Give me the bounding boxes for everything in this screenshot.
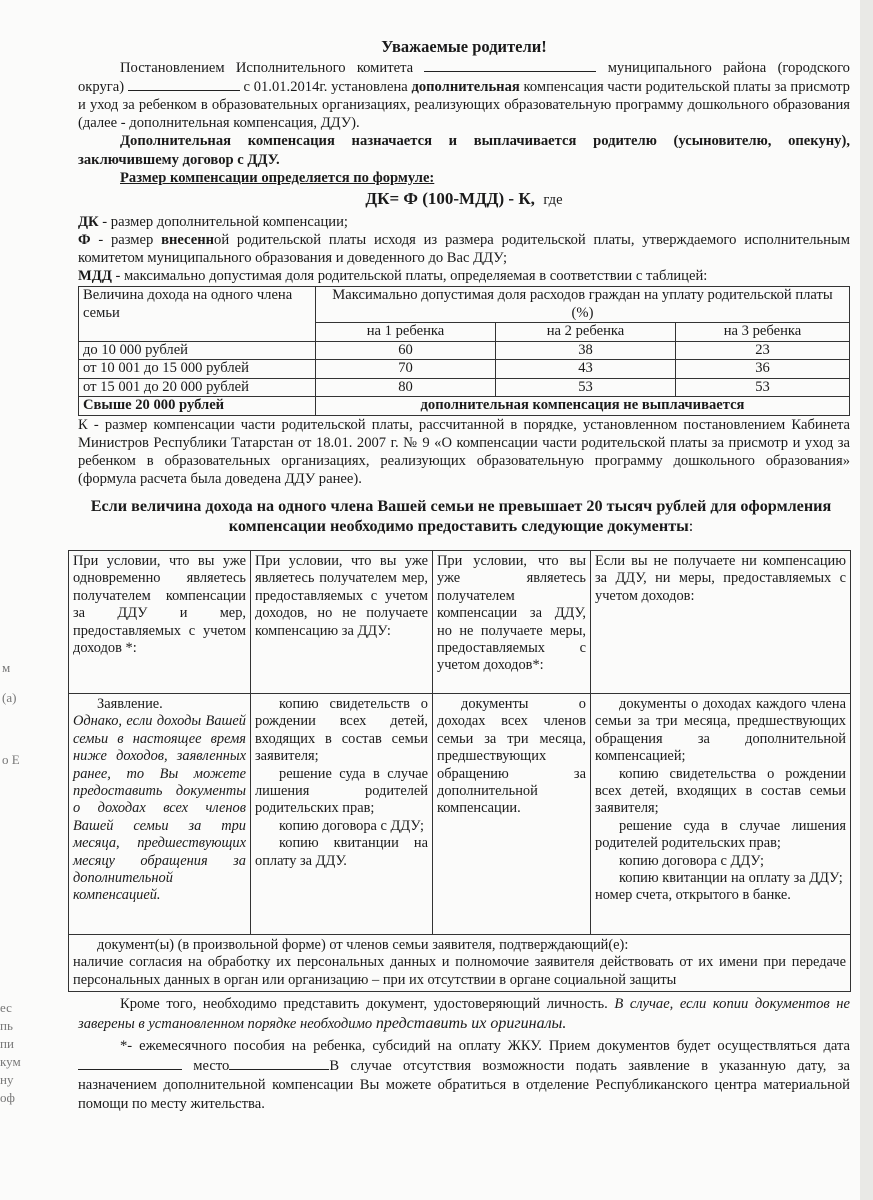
sub-header: на 1 ребенка: [316, 323, 496, 342]
margin-mark: м: [2, 660, 11, 675]
margin-mark: ес: [0, 1000, 12, 1015]
documents-cell-2: копию свидетельств о рождении всех детей, входящих в состав семьи заявителя; решение суда в случае лишения родителей родительских прав; копию договора с ДДУ; копию квитанции на оплату за ДДУ.: [251, 694, 433, 935]
closing-notes: [78, 995, 850, 1114]
table-row: от 10 001 до 15 000 рублей 70 43 36: [79, 360, 850, 379]
document-content: [73, 37, 850, 1114]
documents-table: [68, 550, 851, 992]
income-header: Величина дохода на одного члена семьи: [79, 287, 316, 342]
consent-cell: документ(ы) (в произвольной форме) от членов семьи заявителя, подтверждающий(е): наличие согласия на обработку их персональных данных и полномочие заявителя действовать от их имени при передаче персональных данных в орган или организацию – при их отсутствии в органе социальной защиты: [69, 935, 851, 992]
intro-paragraph: Постановлением Исполнительного комитета муниципального района (городского округа) с 01.01.2014г. установлена дополнительная компенсация части родительской платы за присмотр и уход за ребенком в образовательных организациях, реализующих образовательную программу дошкольного образования (далее - дополнительная компенсация, ДДУ).: [78, 60, 850, 132]
date-blank: [78, 1056, 182, 1070]
table-row: от 15 001 до 20 000 рублей 80 53 53: [79, 378, 850, 397]
formula-intro: Размер компенсации определяется по формуле:: [120, 169, 435, 186]
condition-cell: При условии, что вы уже являетесь получателем компенсации за ДДУ, но не получаете меры, предоставляемых с учетом доходов*:: [433, 551, 591, 694]
blank-field: [424, 58, 596, 72]
definition-k: К - размер компенсации части родительской платы, рассчитанной в порядке, установленном постановлением Кабинета Министров Республики Татарстан от 18.01. 2007 г. № 9 «О компенсации части родительской платы за присмотр и уход за ребенком в образовательных организациях, реализующих образовательную программу дошкольного образования» (формула расчета была доведена ДДУ ранее).: [78, 416, 850, 487]
margin-mark: (а): [2, 690, 17, 705]
footnote: *- ежемесячного пособия на ребенка, субсидий на оплату ЖКУ. Прием документов будет осуществляться дата место В случае отсутствия возможности подать заявление в указанную дату, за назначением дополнительной компенсации Вы можете обратиться в отделение Республиканского центра материальной помощи по месту жительства.: [78, 1038, 850, 1113]
place-blank: [229, 1056, 329, 1070]
documents-cell-4: документы о доходах каждого члена семьи за три месяца, предшествующих обращения за дополнительной компенсацией; копию свидетельства о рождении всех детей, входящих в состав семьи заявителя; решение суда в случае лишения родителей родительских прав; копию договора с ДДУ; копию квитанции на оплату за ДДУ; номер счета, открытого в банке.: [591, 694, 851, 935]
table-row: Свыше 20 000 рублей дополнительная компенсация не выплачивается: [79, 397, 850, 416]
scan-edge: [860, 0, 873, 1200]
documents-heading: Если величина дохода на одного члена Вашей семьи не превышает 20 тысяч рублей для оформления компенсации необходимо предоставить следующие документы:: [90, 497, 832, 535]
margin-mark: пь: [0, 1018, 13, 1033]
income-table: [78, 286, 850, 416]
documents-cell-3: документы о доходах всех членов семьи за три месяца, предшествующих обращению за дополнительной компенсации.: [433, 694, 591, 935]
definition-mdd: МДД - максимально допустимая доля родительской платы, определяемая в соответствии с таблицей:: [78, 268, 708, 285]
definition-dk: ДК - размер дополнительной компенсации;: [78, 213, 348, 230]
page-title: Уважаемые родители!: [381, 37, 547, 56]
blank-field: [128, 77, 240, 91]
condition-cell: Если вы не получаете ни компенсацию за ДДУ, ни меры, предоставляемых с учетом доходов:: [591, 551, 851, 694]
definition-f: Ф - размер внесенной родительской платы исходя из размера родительской платы, утверждаемого исполнительным комитетом муниципального образования и доведенного до Вас ДДУ;: [78, 231, 850, 266]
assignment-paragraph: Дополнительная компенсация назначается и выплачивается родителю (усыновителю, опекуну), заключившему договор с ДДУ.: [78, 133, 850, 168]
margin-mark: оф: [0, 1090, 15, 1105]
sub-header: на 3 ребенка: [676, 323, 850, 342]
share-header: Максимально допустимая доля расходов граждан на уплату родительской платы (%): [316, 287, 850, 323]
margin-mark: о Е: [2, 752, 20, 767]
margin-mark: ну: [0, 1072, 14, 1087]
documents-cell-1: Заявление. Однако, если доходы Вашей семьи в настоящее время ниже доходов, заявленных ранее, то Вы можете предоставить документы о доходах всех членов Вашей семьи за три месяца, предшествующих месяцу обращения за дополнительной компенсацией.: [69, 694, 251, 935]
formula: ДК= Ф (100-МДД) - К, где: [365, 188, 563, 208]
condition-cell: При условии, что вы уже являетесь получателем мер, предоставляемых с учетом доходов, но не получаете компенсацию за ДДУ:: [251, 551, 433, 694]
margin-mark: пи: [0, 1036, 14, 1051]
closing-paragraph: Кроме того, необходимо представить документ, удостоверяющий личность. В случае, если копии документов не заверены в установленном порядке необходимо представить их оригиналы.: [78, 996, 850, 1033]
table-row: до 10 000 рублей 60 38 23: [79, 341, 850, 360]
condition-cell: При условии, что вы уже одновременно являетесь получателем компенсации за ДДУ и мер, предоставляемых с учетом доходов *:: [69, 551, 251, 694]
sub-header: на 2 ребенка: [496, 323, 676, 342]
margin-mark: кум: [0, 1054, 21, 1069]
